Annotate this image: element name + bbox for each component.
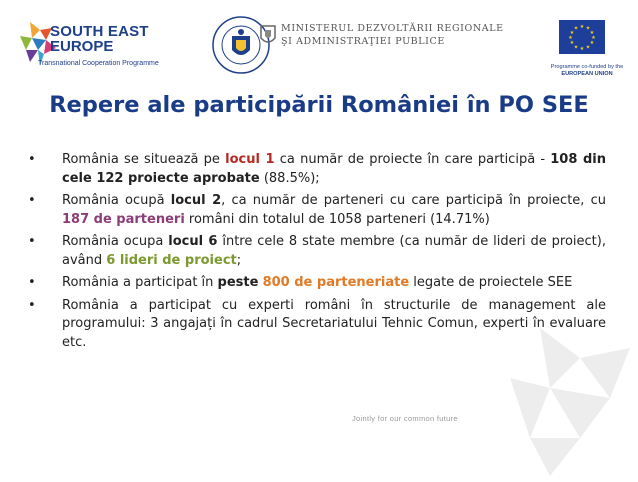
eu-flag — [559, 20, 605, 58]
bullet-item — [26, 233, 606, 270]
svg-text:★: ★ — [569, 30, 575, 36]
south-east-europe-logo — [18, 16, 178, 80]
slide-title: Repere ale participării României în PO SEE — [49, 92, 589, 118]
bullet-text: legate de proiectele SEE — [409, 275, 573, 290]
footer-tagline: Jointly for our common future — [352, 414, 458, 423]
svg-text:★: ★ — [589, 30, 595, 36]
highlight-partnerships: 800 de parteneriate — [262, 275, 410, 290]
ministry-name — [281, 22, 504, 48]
highlight-locul-6: locul 6 — [168, 234, 218, 249]
bullet-text: România a participat cu experti români în structurile de management ale programului: 3 angajați în cadrul Secretariatului Tehnic Comun, experti în evaluare etc. — [62, 297, 606, 350]
eu-caption-line1: Programme co-funded by the — [550, 64, 624, 70]
highlight-locul-2: locul 2 — [170, 193, 222, 208]
watermark-flower-icon — [500, 318, 638, 478]
svg-text:★: ★ — [579, 46, 585, 52]
svg-text:★: ★ — [589, 40, 595, 46]
bullet-text: români din totalul de 1058 parteneri (14.71%) — [184, 211, 490, 227]
svg-text:★: ★ — [568, 35, 573, 41]
bullet-text: România a participat în — [62, 275, 218, 290]
svg-text:★: ★ — [579, 24, 585, 30]
bullet-text: România se situează pe — [62, 152, 226, 167]
svg-text:★: ★ — [573, 25, 579, 32]
highlight-peste: peste — [217, 275, 259, 290]
eu-flag-icon — [559, 20, 605, 54]
bullet-item — [26, 274, 606, 293]
header-logos — [0, 0, 638, 90]
bullet-item — [26, 151, 606, 188]
highlight-projects: 108 din cele 122 proiecte aprobate — [62, 152, 606, 186]
bullet-text: între cele 8 state membre (ca număr de lideri de proiect), având — [62, 234, 606, 268]
svg-text:★: ★ — [573, 44, 579, 51]
highlight-partners: 187 de parteneri — [62, 211, 185, 227]
eu-caption-line2: EUROPEAN UNION — [561, 71, 613, 77]
bullet-text: ca număr de proiecte în care participă - — [274, 152, 551, 167]
svg-text:★: ★ — [585, 44, 591, 51]
see-watermark — [500, 318, 638, 482]
svg-text:★: ★ — [585, 25, 591, 32]
see-logo-line1: SOUTH EAST — [50, 23, 149, 40]
ministry-emblem-icon — [259, 24, 277, 48]
bullet-text: (88.5%); — [259, 170, 320, 186]
bullet-item — [26, 192, 606, 229]
svg-text:★: ★ — [569, 40, 575, 46]
see-logo-line2: EUROPE — [50, 38, 114, 55]
bullet-text: România ocupă — [62, 193, 171, 208]
highlight-leaders: 6 lideri de proiect — [106, 252, 237, 268]
bullet-text: , ca număr de parteneri cu care participă în proiecte, cu — [221, 193, 606, 208]
see-logo-line3: Transnational Cooperation Programme — [38, 60, 159, 67]
svg-text:★: ★ — [591, 35, 596, 41]
highlight-locul-1: locul 1 — [225, 152, 275, 167]
bullet-text: România ocupa — [62, 234, 169, 249]
ministry-line1: MINISTERUL DEZVOLTĂRII REGIONALE — [281, 23, 504, 34]
bullet-text: ; — [236, 252, 242, 268]
ministry-line2: ŞI ADMINISTRAŢIEI PUBLICE — [281, 36, 445, 47]
eu-caption — [547, 64, 627, 78]
